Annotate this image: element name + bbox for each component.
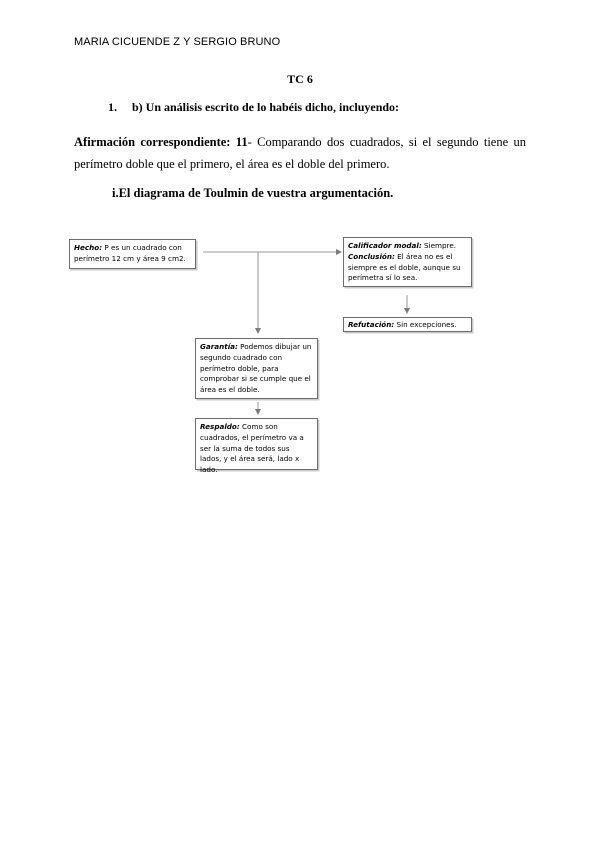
document-header: MARIA CICUENDE Z Y SERGIO BRUNO (74, 36, 281, 48)
garantia-box (195, 338, 318, 399)
hecho-text: P es un cuadrado con perímetro 12 cm y área 9 cm2. (74, 243, 186, 263)
page-title: TC 6 (287, 72, 313, 86)
garantia-label: Garantía: (200, 342, 238, 351)
respaldo-label: Respaldo: (200, 422, 240, 431)
claim-label: Afirmación correspondiente: 11 (74, 135, 248, 149)
question-text: b) Un análisis escrito de lo habéis dicho, incluyendo: (132, 100, 400, 114)
hecho-label: Hecho: (74, 243, 103, 252)
hecho-box (69, 239, 196, 269)
conclusion-box (343, 237, 472, 287)
respaldo-box (195, 418, 318, 475)
subquestion-heading: i.El diagrama de Toulmin de vuestra argumentación. (112, 186, 394, 200)
refutacion-label: Refutación: (348, 320, 395, 329)
refutacion-text: Sin excepciones. (394, 320, 457, 329)
refutacion-box (343, 317, 472, 332)
question-number: 1. (108, 100, 117, 114)
claim-text: - Comparando dos cuadrados, si el segundo tiene un perímetro doble que el primero, el área es el doble del primero. (74, 135, 526, 171)
respaldo-text: Como son cuadrados, el perímetro va a ser la suma de todos sus lados, y el área será, lado x lado. (200, 422, 304, 475)
calificador-text: Siempre. (421, 241, 457, 250)
garantia-text: Podemos dibujar un segundo cuadrado con perímetro doble, para comprobar si se cumple que el área es el doble. (200, 342, 312, 395)
calificador-label: Calificador modal: (348, 241, 422, 250)
conclusion-label: Conclusión: (348, 251, 395, 261)
conclusion-text: El área no es el siempre es el doble, aunque su perímetra sí lo sea. (348, 251, 461, 283)
